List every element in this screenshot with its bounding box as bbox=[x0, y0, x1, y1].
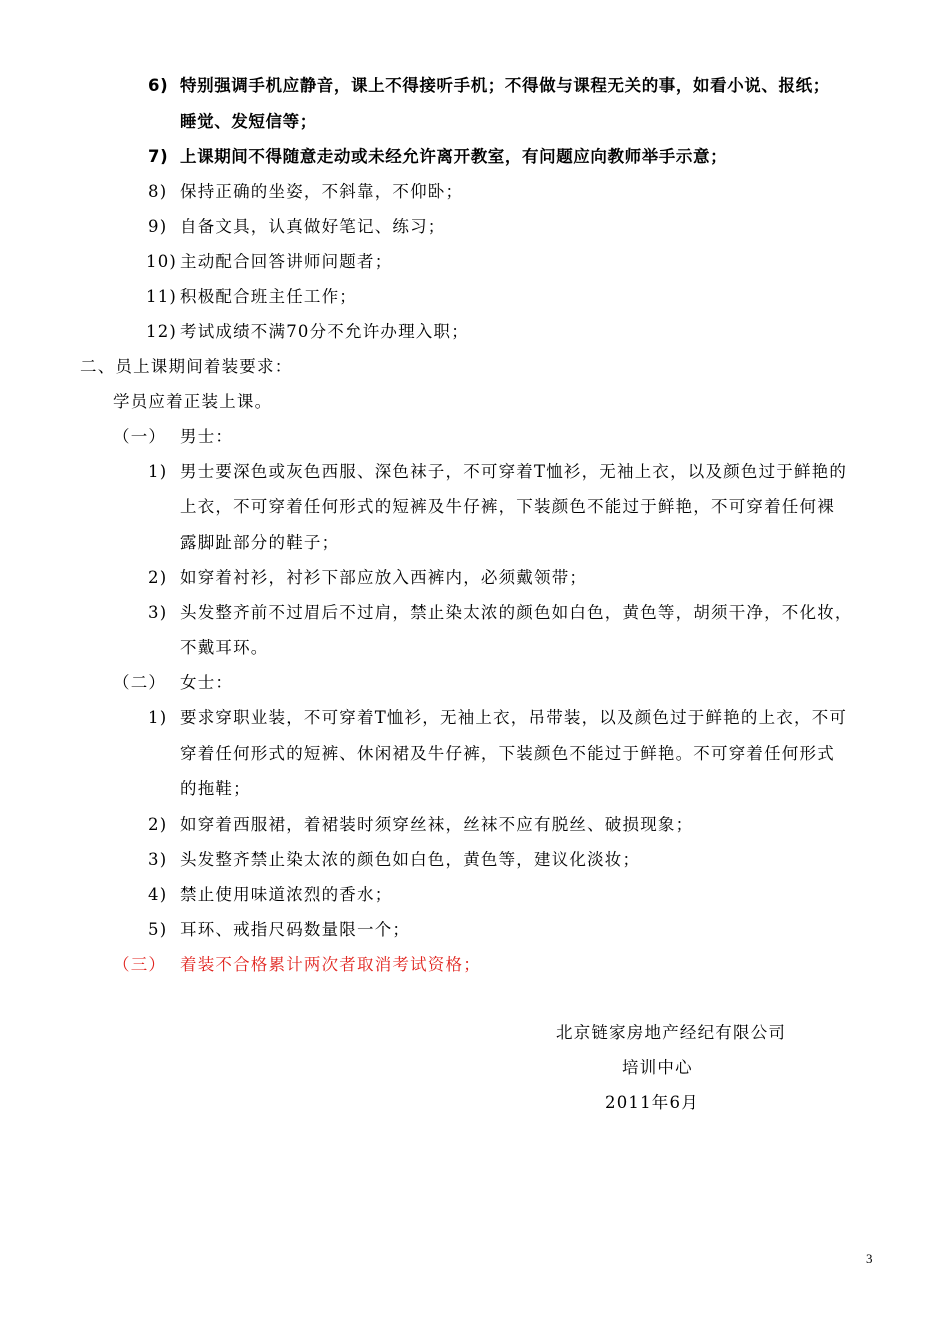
men-item-2-number: 2) bbox=[148, 568, 168, 587]
men-item-1-line3: 露脚趾部分的鞋子； bbox=[180, 533, 340, 552]
women-item-1-line3: 的拖鞋； bbox=[180, 779, 251, 798]
women-item-4-number: 4) bbox=[148, 885, 168, 904]
men-item-3-line2: 不戴耳环。 bbox=[180, 638, 269, 657]
third-label: （三） bbox=[113, 955, 167, 974]
women-item-5-text: 耳环、戒指尺码数量限一个； bbox=[180, 920, 411, 939]
women-item-2-text: 如穿着西服裙，着裙装时须穿丝袜，丝袜不应有脱丝、破损现象； bbox=[180, 815, 694, 834]
section-2-heading: 二、员上课期间着装要求： bbox=[80, 357, 293, 376]
rule-11-number: 11) bbox=[146, 287, 178, 306]
women-item-1-line2: 穿着任何形式的短裤、休闲裙及牛仔裤，下装颜色不能过于鲜艳。不可穿着任何形式 bbox=[180, 744, 835, 763]
rule-10-number: 10) bbox=[146, 252, 178, 271]
women-item-3-number: 3) bbox=[148, 850, 168, 869]
signature-date: 2011年6月 bbox=[605, 1093, 699, 1112]
women-label: （二） bbox=[113, 673, 167, 692]
men-item-2-text: 如穿着衬衫，衬衫下部应放入西裤内，必须戴领带； bbox=[180, 568, 588, 587]
rule-10-text: 主动配合回答讲师问题者； bbox=[180, 252, 393, 271]
rule-6-text-line2: 睡觉、发短信等； bbox=[180, 112, 317, 131]
page-number: 3 bbox=[866, 1251, 873, 1266]
women-item-1-number: 1) bbox=[148, 708, 168, 727]
women-item-1-line1: 要求穿职业装，不可穿着T恤衫，无袖上衣，吊带装，以及颜色过于鲜艳的上衣，不可 bbox=[180, 708, 848, 727]
men-item-1-number: 1) bbox=[148, 462, 168, 481]
men-item-3-line1: 头发整齐前不过眉后不过肩，禁止染太浓的颜色如白色，黄色等，胡须干净，不化妆， bbox=[180, 603, 853, 622]
men-label: （一） bbox=[113, 427, 167, 446]
men-item-1-line2: 上衣，不可穿着任何形式的短裤及牛仔裤，下装颜色不能过于鲜艳，不可穿着任何裸 bbox=[180, 497, 835, 516]
rule-12-text: 考试成绩不满70分不允许办理入职； bbox=[180, 322, 469, 341]
women-item-5-number: 5) bbox=[148, 920, 168, 939]
signature-department: 培训中心 bbox=[622, 1058, 693, 1077]
men-item-1-line1: 男士要深色或灰色西服、深色袜子，不可穿着T恤衫，无袖上衣，以及颜色过于鲜艳的 bbox=[180, 462, 848, 481]
women-item-2-number: 2) bbox=[148, 815, 168, 834]
section-2-intro: 学员应着正装上课。 bbox=[113, 392, 273, 411]
men-title: 男士： bbox=[180, 427, 234, 446]
rule-8-text: 保持正确的坐姿，不斜靠，不仰卧； bbox=[180, 182, 464, 201]
rule-12-number: 12) bbox=[146, 322, 178, 341]
women-title: 女士： bbox=[180, 673, 234, 692]
signature-company: 北京链家房地产经纪有限公司 bbox=[556, 1023, 787, 1042]
rule-9-number: 9) bbox=[148, 217, 168, 236]
rule-11-text: 积极配合班主任工作； bbox=[180, 287, 357, 306]
women-item-4-text: 禁止使用味道浓烈的香水； bbox=[180, 885, 393, 904]
women-item-3-text: 头发整齐禁止染太浓的颜色如白色，黄色等，建议化淡妆； bbox=[180, 850, 641, 869]
rule-6-number: 6) bbox=[148, 76, 169, 95]
rule-6-text-line1: 特别强调手机应静音，课上不得接听手机；不得做与课程无关的事，如看小说、报纸； bbox=[180, 76, 830, 95]
rule-8-number: 8) bbox=[148, 182, 168, 201]
men-item-3-number: 3) bbox=[148, 603, 168, 622]
rule-9-text: 自备文具，认真做好笔记、练习； bbox=[180, 217, 446, 236]
rule-7-number: 7) bbox=[148, 147, 169, 166]
third-text: 着装不合格累计两次者取消考试资格； bbox=[180, 955, 481, 974]
rule-7-text: 上课期间不得随意走动或未经允许离开教室，有问题应向教师举手示意； bbox=[180, 147, 728, 166]
